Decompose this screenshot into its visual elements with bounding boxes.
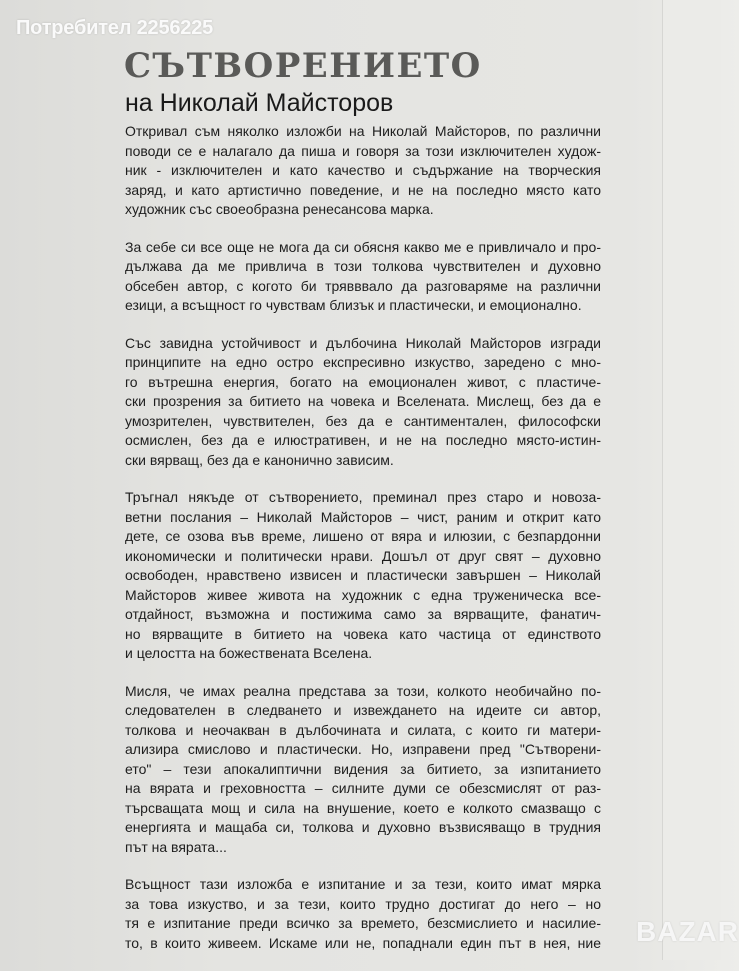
text-line: ализира смислово и пластически. Но, изправени пред "Сътворени-	[125, 741, 601, 757]
text-line: Със завидна устойчивост и дълбочина Николай Майсторов изгради	[125, 334, 601, 351]
text-line: ветни послания – Николай Майсторов – чист, раним и открит като	[125, 508, 601, 525]
text-line: обсебен автор, с когото би трявввало да разговаряме на различни	[125, 277, 601, 294]
paragraph	[125, 334, 601, 471]
bazar-logo-text: BAZAR	[636, 916, 739, 947]
text-line: толкова и неочакван в дълбочината и силата, с които ги матери-	[125, 721, 601, 738]
text-line: следователен в следването и извеждането на идеите си автор,	[125, 702, 601, 718]
text-line: за това изкуство, и за тези, които трудно достигат до него – но	[125, 895, 601, 912]
bazar-logo	[636, 916, 739, 948]
text-line: на вярата и греховността – силните думи се обезсмислят от раз-	[125, 780, 601, 796]
text-line: път на вярата...	[125, 838, 227, 855]
text-line: ник - изключителен и като качество и съдържание на творческия	[125, 162, 601, 178]
text-line: Мисля, че имах реална представа за този, колкото необичайно по-	[125, 682, 601, 699]
text-line: принципите на едно остро експресивно изкуство, заредено с мно-	[125, 354, 601, 370]
text-line: търсващата мощ и сила на внушение, което е колкото смазващо с	[125, 799, 601, 816]
text-line: икономически и политически нрави. Дошъл от друг свят – духовно	[125, 547, 601, 564]
paragraph	[125, 488, 601, 664]
text-line: осмислен, без да е илюстративен, и не на последно място-истин-	[125, 432, 601, 448]
text-line: художник със своеобразна ренесансова марка.	[125, 201, 434, 217]
page-title: СЪТВОРЕНИЕТО	[124, 46, 482, 86]
paragraph	[125, 682, 601, 858]
text-line: и целостта на божествената Вселена.	[125, 645, 373, 661]
text-line: поводи се е налагало да пиша и говоря за този изключителен худож-	[125, 142, 601, 159]
text-line: Всъщност тази изложба е изпитание и за тези, които имат мярка	[125, 876, 601, 892]
text-line: отдайност, възможна и постижима само за вярващите, фанатич-	[125, 606, 601, 622]
text-line: го вътрешна енергия, богато на емоционален живот, с пластиче-	[125, 373, 601, 390]
text-line: но вярващите в битието на човека като частица от единството	[125, 625, 601, 642]
text-line: енергията и мащаба си, толкова и духовно възвисяващо в трудния	[125, 819, 601, 835]
text-line: ски вярващ, без да е канонично зависим.	[125, 451, 394, 468]
paragraph	[125, 238, 601, 316]
text-line: дължава да ме привлича в този толкова чувствителен и духовно	[125, 258, 601, 274]
text-line: умозрителен, чувствителен, без да е сантиментален, философски	[125, 412, 601, 429]
user-watermark: Потребител 2256225	[16, 17, 214, 39]
text-line: ето" – тези апокалиптични видения за битието, за изпитанието	[125, 760, 601, 777]
text-line: ски прозрения за битието на човека и Вселената. Мислещ, без да е	[125, 393, 601, 409]
text-line: езици, а всъщност го чувствам близък и пластически, и емоционално.	[125, 297, 582, 313]
text-line: Майсторов живее живота на художник с една труженическа все-	[125, 586, 601, 603]
text-line: За себе си все още не мога да си обясня какво ме е привличало и про-	[125, 238, 601, 255]
text-line: освободен, нравствено извисен и пластически завършен – Николай	[125, 567, 601, 583]
paragraph	[125, 122, 601, 220]
text-line: Тръгнал някъде от сътворението, преминал през старо и новоза-	[125, 489, 601, 505]
text-line: дете, се озова във време, лишено от вяра и илюзии, с безпардонни	[125, 528, 601, 544]
page-subtitle: на Николай Майсторов	[125, 89, 394, 117]
text-line: заряд, и като артистично поведение, и не на последно място като	[125, 181, 601, 198]
text-line: Откривал съм няколко изложби на Николай Майсторов, по различни	[125, 123, 601, 139]
text-line: то, в които живеем. Искаме или не, попаднали един път в нея, ние	[125, 934, 601, 951]
article-body	[125, 122, 601, 971]
page-edge	[662, 0, 721, 960]
paragraph	[125, 875, 601, 953]
text-line: тя е изпитание преди всичко за времето, безсмислието и насилие-	[125, 915, 601, 931]
